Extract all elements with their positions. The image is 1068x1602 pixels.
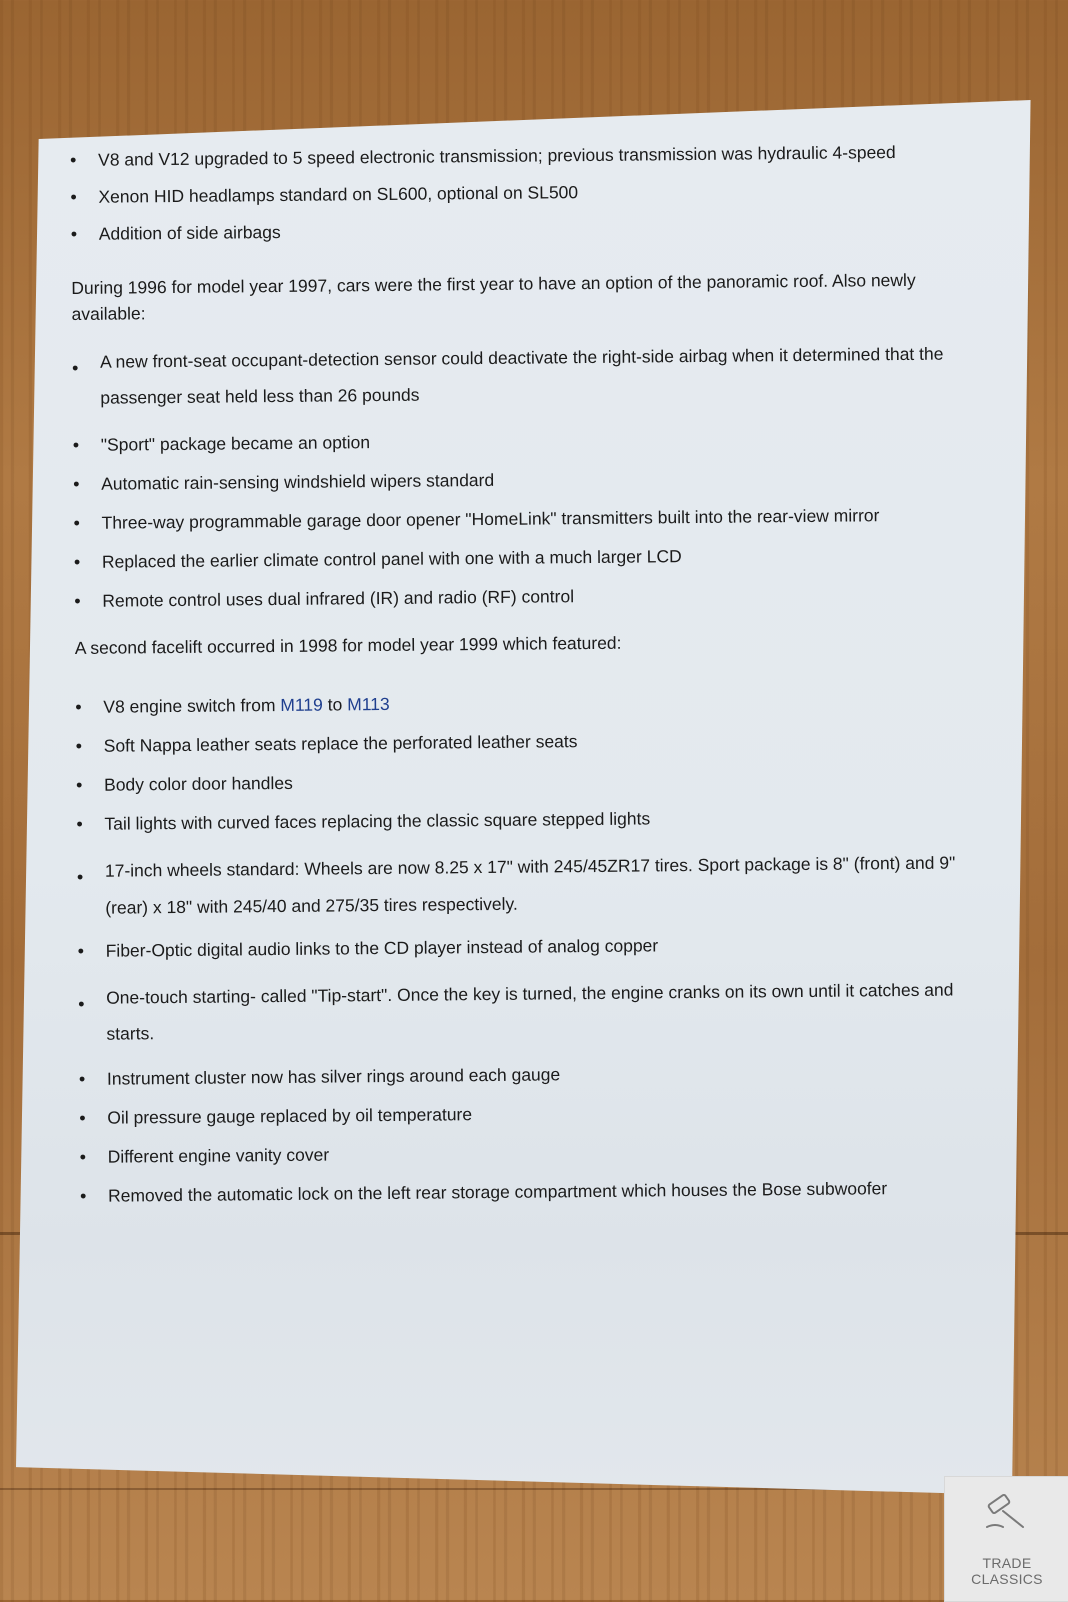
- list-item: • Xenon HID headlamps standard on SL600, optional on SL500: [70, 182, 579, 207]
- list-item: • Addition of side airbags: [70, 221, 281, 244]
- list-item: • Three-way programmable garage door opener "HomeLink" transmitters built into the rear-view mirror: [73, 505, 880, 533]
- list-1997-features: [72, 335, 965, 612]
- list-item: • Body color door handles: [75, 772, 293, 795]
- paragraph-1997: During 1996 for model year 1997, cars were the first year to have an option of the panoramic roof. Also newly available:: [71, 269, 916, 325]
- list-item: • V8 and V12 upgraded to 5 speed electronic transmission; previous transmission was hydraulic 4-speed: [70, 142, 896, 170]
- list-item: • "Sport" package became an option: [72, 432, 371, 455]
- gavel-icon: [983, 1493, 1031, 1537]
- list-item: • Remote control uses dual infrared (IR) and radio (RF) control: [74, 586, 575, 611]
- watermark-text: TRADE CLASSICS: [971, 1555, 1043, 1587]
- list-item: • 17-inch wheels standard: Wheels are now 8.25 x 17" with 245/45ZR17 tires. Sport package is 8" (front) and 9" (rear) x 18" with 245/40 and 275/35 tires respectively.: [76, 852, 956, 918]
- list-transmission: [70, 141, 961, 245]
- list-item: • Oil pressure gauge replaced by oil temperature: [79, 1104, 473, 1128]
- list-item: • Different engine vanity cover: [79, 1144, 330, 1167]
- document-text: [70, 141, 970, 1206]
- trade-classics-watermark: [944, 1476, 1068, 1602]
- list-item: • One-touch starting- called "Tip-start". Once the key is turned, the engine cranks on its own until it catches and starts.: [78, 979, 954, 1044]
- list-item: • Soft Nappa leather seats replace the perforated leather seats: [75, 731, 578, 756]
- list-1999-features: [75, 688, 970, 1207]
- link-m119[interactable]: M119: [280, 694, 323, 716]
- list-item: • Instrument cluster now has silver rings around each gauge: [78, 1064, 561, 1089]
- paragraph-1999: A second facelift occurred in 1998 for model year 1999 which featured:: [74, 632, 622, 658]
- list-item: • Removed the automatic lock on the left rear storage compartment which houses the Bose subwoofer: [79, 1178, 888, 1206]
- list-item: • V8 engine switch from M119 to M113: [75, 693, 390, 717]
- list-item: • Automatic rain-sensing windshield wipers standard: [73, 469, 495, 494]
- list-item: • Replaced the earlier climate control panel with one with a much larger LCD: [73, 546, 682, 572]
- list-item: • Tail lights with curved faces replacing the classic square stepped lights: [76, 808, 651, 834]
- list-item: • Fiber-Optic digital audio links to the CD player instead of analog copper: [77, 934, 659, 961]
- list-item: • A new front-seat occupant-detection sensor could deactivate the right-side airbag when it determined that the passenger seat held less than 26 pounds: [71, 343, 944, 408]
- link-m113[interactable]: M113: [347, 693, 390, 715]
